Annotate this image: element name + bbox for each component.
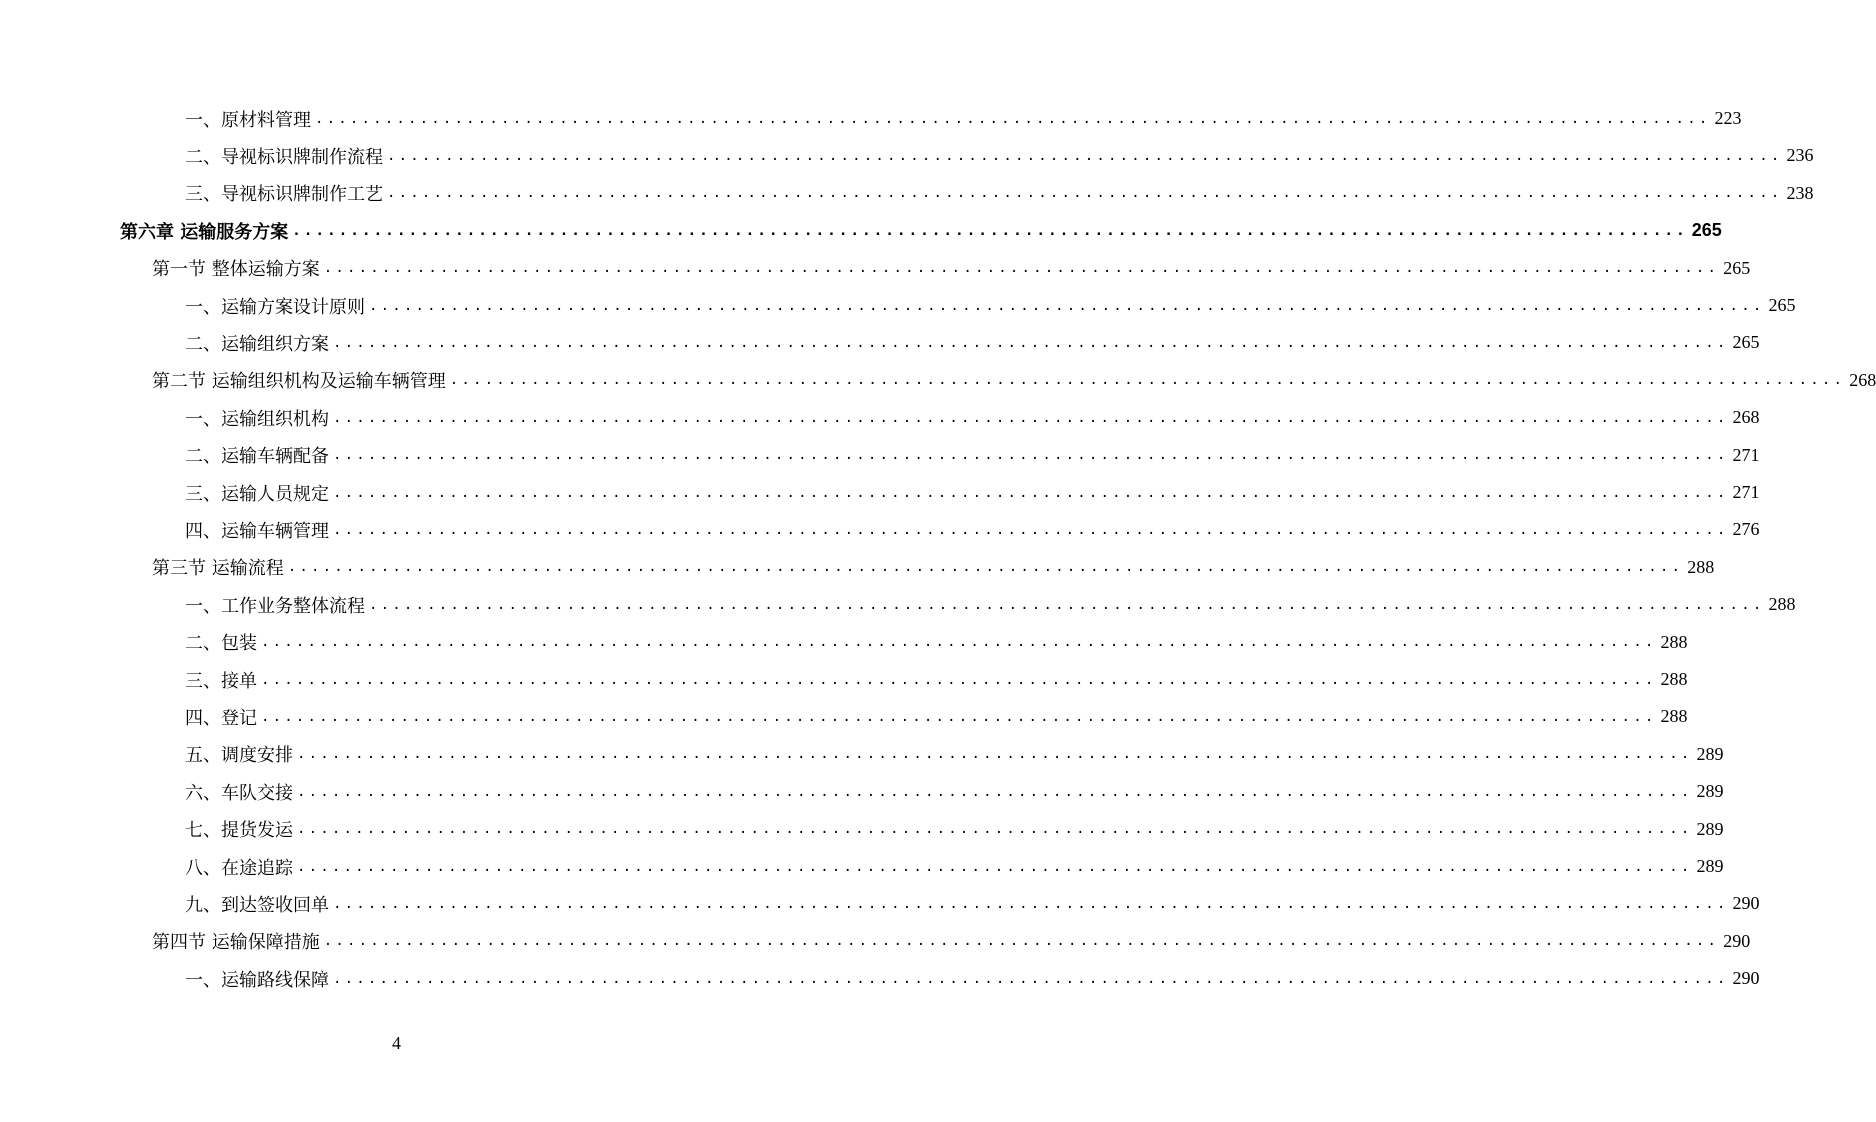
toc-entry-page: 268	[1849, 369, 1876, 390]
toc-entry-page: 223	[1714, 108, 1742, 128]
toc-entry-page: 265	[1723, 257, 1751, 278]
toc-entry-label: 一、工作业务整体流程	[185, 595, 365, 617]
toc-entry-page: 288	[1660, 631, 1688, 652]
toc-item-entry[interactable]	[185, 773, 1724, 810]
toc-entry-page: 271	[1732, 444, 1760, 465]
toc-section-entry[interactable]	[152, 549, 1715, 586]
toc-dot-leader: ........................................................................................................................	[333, 521, 1729, 538]
toc-entry-label: 四、登记	[185, 707, 257, 729]
toc-item-entry[interactable]	[185, 811, 1724, 848]
toc-entry-page: 289	[1696, 743, 1724, 764]
toc-entry-page: 289	[1696, 818, 1724, 839]
toc-dot-leader: ........................................................................................................................	[333, 895, 1729, 912]
toc-dot-leader: ........................................................................................................................	[323, 260, 1720, 277]
toc-item-entry[interactable]	[185, 511, 1760, 548]
toc-entry-page: 290	[1723, 930, 1751, 951]
toc-dot-leader: ........................................................................................................................	[369, 596, 1765, 613]
toc-entry-label: 第二节 运输组织机构及运输车辆管理	[152, 371, 446, 393]
toc-entry-page: 289	[1696, 856, 1724, 876]
toc-dot-leader: ........................................................................................................................	[287, 559, 1684, 576]
toc-entry-label: 第一节 整体运输方案	[152, 259, 320, 281]
toc-item-entry[interactable]	[185, 736, 1724, 773]
toc-dot-leader: ........................................................................................................................	[333, 334, 1729, 351]
toc-item-entry[interactable]	[185, 324, 1760, 361]
toc-dot-leader: ........................................................................................................................	[387, 147, 1783, 164]
toc-dot-leader: ........................................................................................................................	[297, 858, 1693, 875]
toc-entry-label: 七、提货发运	[185, 820, 293, 842]
toc-section-entry[interactable]	[152, 923, 1751, 960]
toc-entry-label: 二、运输车辆配备	[185, 446, 329, 468]
toc-entry-page: 290	[1732, 968, 1760, 989]
toc-entry-label: 八、在途追踪	[185, 857, 293, 879]
toc-entry-label: 一、运输路线保障	[185, 969, 329, 991]
toc-entry-page: 238	[1786, 182, 1814, 203]
toc-dot-leader: ........................................................................................................................	[369, 297, 1765, 314]
toc-entry-label: 第三节 运输流程	[152, 558, 284, 580]
toc-dot-leader: ........................................................................................................................	[297, 783, 1693, 800]
toc-entry-label: 一、运输方案设计原则	[185, 296, 365, 318]
toc-dot-leader: ........................................................................................................................	[333, 447, 1729, 464]
toc-item-entry[interactable]	[185, 698, 1688, 735]
toc-entry-label: 二、包装	[185, 633, 257, 655]
toc-dot-leader: ........................................................................................................................	[261, 708, 1657, 725]
toc-dot-leader: ........................................................................................................................	[333, 970, 1729, 987]
toc-item-entry[interactable]	[185, 437, 1760, 474]
toc-section-entry[interactable]	[152, 250, 1751, 287]
toc-dot-leader: ........................................................................................................................	[297, 821, 1693, 838]
toc-item-entry[interactable]	[185, 885, 1760, 922]
toc-entry-label: 三、运输人员规定	[185, 483, 329, 505]
toc-entry-page: 290	[1732, 893, 1760, 914]
toc-entry-page: 265	[1732, 332, 1760, 353]
toc-item-entry[interactable]	[185, 661, 1688, 698]
toc-entry-label: 六、车队交接	[185, 782, 293, 804]
toc-entry-label: 第四节 运输保障措施	[152, 932, 320, 954]
toc-chapter-entry[interactable]	[120, 212, 1722, 249]
toc-entry-page: 288	[1768, 594, 1796, 615]
toc-item-entry[interactable]	[185, 287, 1796, 324]
toc-entry-page: 236	[1786, 145, 1814, 166]
toc-entry-label: 一、原材料管理	[185, 109, 311, 131]
toc-entry-label: 三、导视标识牌制作工艺	[185, 184, 383, 206]
toc-item-entry[interactable]	[185, 848, 1724, 885]
toc-item-entry[interactable]	[185, 586, 1796, 623]
toc-dot-leader: ........................................................................................................................	[315, 110, 1711, 127]
toc-dot-leader: ........................................................................................................................	[261, 634, 1657, 651]
toc-entry-label: 二、导视标识牌制作流程	[185, 146, 383, 168]
toc-entry-label: 二、运输组织方案	[185, 333, 329, 355]
toc-entry-page: 289	[1696, 781, 1724, 802]
toc-item-entry[interactable]	[185, 100, 1742, 137]
toc-item-entry[interactable]	[185, 175, 1814, 212]
toc-dot-leader: ........................................................................................................................	[387, 185, 1783, 202]
toc-dot-leader: ........................................................................................................................	[333, 409, 1729, 426]
toc-dot-leader: ........................................................................................................................	[292, 222, 1688, 239]
toc-entry-page: 265	[1768, 295, 1796, 315]
toc-item-entry[interactable]	[185, 399, 1760, 436]
toc-section-entry[interactable]	[152, 362, 1876, 399]
toc-entry-label: 三、接单	[185, 670, 257, 692]
toc-item-entry[interactable]	[185, 624, 1688, 661]
toc-entry-label: 五、调度安排	[185, 745, 293, 767]
toc-entry-page: 288	[1660, 706, 1688, 727]
toc-entry-label: 九、到达签收回单	[185, 894, 329, 916]
toc-dot-leader: ........................................................................................................................	[261, 671, 1657, 688]
toc-item-entry[interactable]	[185, 137, 1814, 174]
toc-item-entry[interactable]	[185, 474, 1760, 511]
toc-entry-page: 276	[1732, 519, 1760, 540]
toc-dot-leader: ........................................................................................................................	[297, 746, 1693, 763]
toc-entry-page: 268	[1732, 407, 1760, 428]
page-number: 4	[392, 1033, 401, 1053]
toc-entry-page: 288	[1660, 669, 1688, 689]
toc-dot-leader: ........................................................................................................................	[333, 484, 1729, 501]
toc-entry-label: 四、运输车辆管理	[185, 520, 329, 542]
toc-entry-label: 第六章 运输服务方案	[120, 221, 289, 243]
toc-entry-page: 265	[1691, 220, 1722, 241]
toc-entry-label: 一、运输组织机构	[185, 408, 329, 430]
toc-entry-page: 288	[1687, 556, 1715, 577]
toc-item-entry[interactable]	[185, 960, 1760, 997]
toc-entry-page: 271	[1732, 482, 1760, 502]
toc-dot-leader: ........................................................................................................................	[323, 933, 1720, 950]
toc-dot-leader: ........................................................................................................................	[449, 372, 1846, 389]
